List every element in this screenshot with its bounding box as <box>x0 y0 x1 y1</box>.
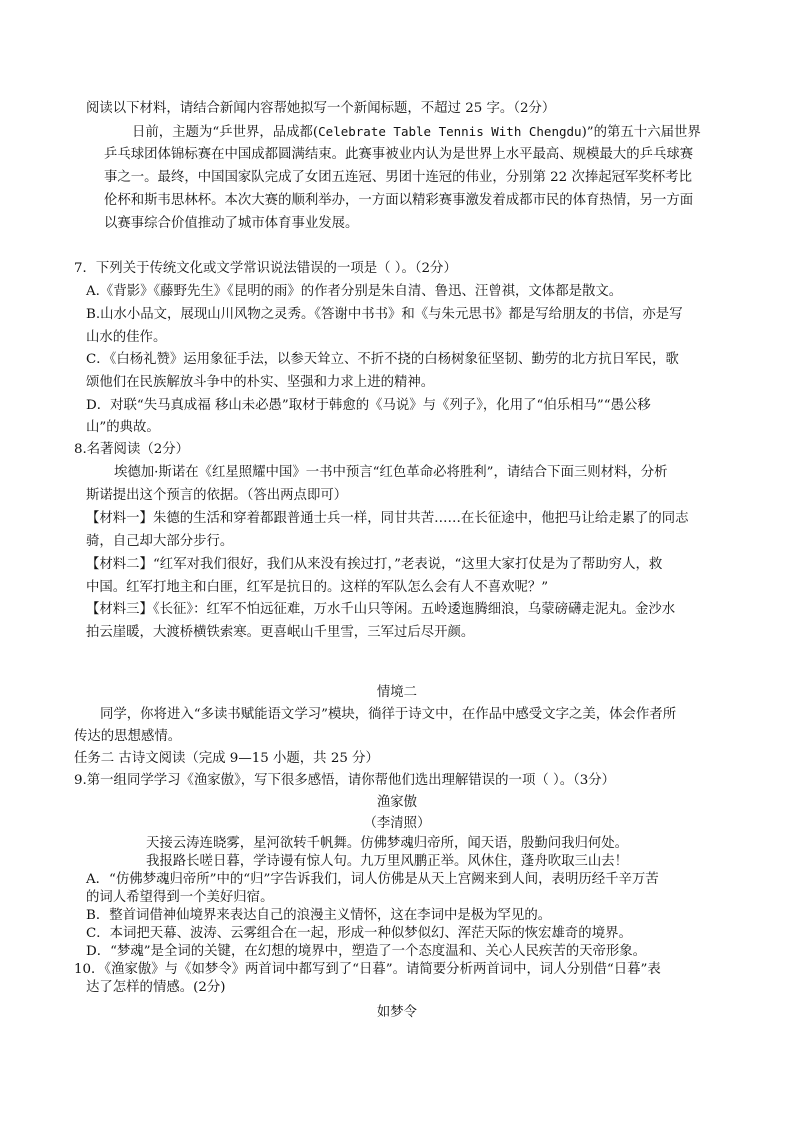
q9-option-b: B．整首词借神仙境界来表达自己的浪漫主义情怀，这在李词中是极为罕见的。 <box>86 908 552 923</box>
q7-option-b: B.山水小品文，展现山川风物之灵秀。《答谢中书书》和《与朱元思书》都是写给朋友的书信，亦是写 <box>86 307 683 322</box>
q7-option-d-cont: 山”的典故。 <box>86 420 160 435</box>
q9-option-a: A．“仿佛梦魂归帝所”中的“归”字告诉我们，词人仿佛是从天上宫阙来到人间，表明历经千辛万苦 <box>86 872 659 887</box>
q7-option-c-cont: 颂他们在民族解放斗争中的朴实、坚强和力求上进的精神。 <box>86 375 435 390</box>
scene-heading: 情境二 <box>376 685 418 700</box>
q9-option-a-cont: 的词人希望得到一个美好归宿。 <box>86 890 274 905</box>
poem-title: 渔家傲 <box>376 795 418 810</box>
task-heading: 任务二 古诗文阅读（完成 9—15 小题，共 25 分） <box>74 751 379 766</box>
q7-option-a: A.《背影》《藤野先生》《昆明的雨》的作者分别是朱自清、鲁迅、汪曾祺，文体都是散文。 <box>86 284 623 299</box>
q10-stem-cont: 达了怎样的情感。(2分) <box>86 980 226 995</box>
q9-option-c: C．本词把天幕、波涛、云雾组合在一起，形成一种似梦似幻、浑茫天际的恢宏雄奇的境界。 <box>86 926 632 941</box>
q8-material-2: 【材料二】“红军对我们很好，我们从来没有挨过打，”老表说，“这里大家打仗是为了帮助穷人，救 <box>86 557 663 572</box>
poem-author: （李清照） <box>363 816 431 831</box>
q8-material-2-cont: 中国。红军打地主和白匪，红军是抗日的。这样的军队怎么会有人不喜欢呢？” <box>86 580 549 595</box>
q7-stem: 7．下列关于传统文化或文学常识说法错误的一项是（ ）。（2分） <box>74 261 457 276</box>
poem-title-2: 如梦令 <box>376 1005 418 1020</box>
q7-option-c: C．《白杨礼赞》运用象征手法，以参天耸立、不折不挠的白杨树象征坚韧、勤劳的北方抗日军民，歌 <box>86 352 679 367</box>
q8-material-1: 【材料一】朱德的生活和穿着都跟普通士兵一样，同甘共苦……在长征途中，他把马让给走累了的同志 <box>86 511 689 526</box>
poem-line: 天接云涛连晓雾，星河欲转千帆舞。仿佛梦魂归帝所，闻天语，殷勤问我归何处。 <box>146 836 629 851</box>
news-paragraph-line: 以赛事综合价值推动了城市体育事业发展。 <box>104 216 359 231</box>
news-paragraph-line: 乒乓球团体锦标赛在中国成都圆满结束。此赛事被业内认为是世界上水平最高、规模最大的乒乓球赛 <box>104 147 694 162</box>
q7-option-d: D．对联“失马真成福 移山未必愚”取材于韩愈的《马说》与《列子》，化用了“伯乐相马”“愚公移 <box>86 398 651 413</box>
scene-intro-cont: 传达的思想感情。 <box>74 729 182 744</box>
news-paragraph-line: 事之一。最终，中国国家队完成了女团五连冠、男团十连冠的伟业，分别第 22 次捧起冠军奖杯考比 <box>104 170 692 185</box>
q8-paragraph-cont: 斯诺提出这个预言的依据。（答出两点即可） <box>86 488 348 503</box>
news-paragraph-line: 日前，主题为“乒世界，品成都(Celebrate Table Tennis With Chengdu)”的第五十六届世界 <box>132 124 701 140</box>
q10-stem: 10．《渔家傲》与《如梦令》两首词中都写到了“日暮”。请简要分析两首词中，词人分别借“日暮”表 <box>74 962 661 977</box>
q8-paragraph: 埃德加·斯诺在《红星照耀中国》一书中预言“红色革命必将胜利”，请结合下面三则材料，分析 <box>114 465 668 480</box>
scene-intro: 同学，你将进入“多读书赋能语文学习”模块，徜徉于诗文中，在作品中感受文字之美，体会作者所 <box>100 707 677 722</box>
q8-material-3-cont: 拍云崖暖，大渡桥横铁索寒。更喜岷山千里雪，三军过后尽开颜。 <box>86 625 475 640</box>
q8-stem: 8.名著阅读（2分） <box>74 442 190 457</box>
q8-material-1-cont: 骑，自己却大部分步行。 <box>86 534 234 549</box>
news-paragraph-line: 伦杯和斯韦思林杯。本次大赛的顺利举办，一方面以精彩赛事激发着成都市民的体育热情，另一方面 <box>104 193 694 208</box>
news-title-instruction: 阅读以下材料，请结合新闻内容帮她拟写一个新闻标题，不超过 25 字。（2分） <box>86 101 556 116</box>
q9-option-d: D．“梦魂”是全词的关键，在幻想的境界中，塑造了一个态度温和、关心人民疾苦的天帝形象。 <box>86 944 647 959</box>
poem-line: 我报路长嗟日暮，学诗谩有惊人句。九万里风鹏正举。风休住，蓬舟吹取三山去！ <box>146 854 629 869</box>
q9-stem: 9.第一组同学学习《渔家傲》，写下很多感悟，请你帮他们选出理解错误的一项（ ）。（3分） <box>74 773 616 788</box>
q7-option-b-cont: 山水的佳作。 <box>86 330 167 345</box>
q8-material-3: 【材料三】《长征》：红军不怕远征难，万水千山只等闲。五岭逶迤腾细浪，乌蒙磅礴走泥丸。金沙水 <box>86 602 676 617</box>
